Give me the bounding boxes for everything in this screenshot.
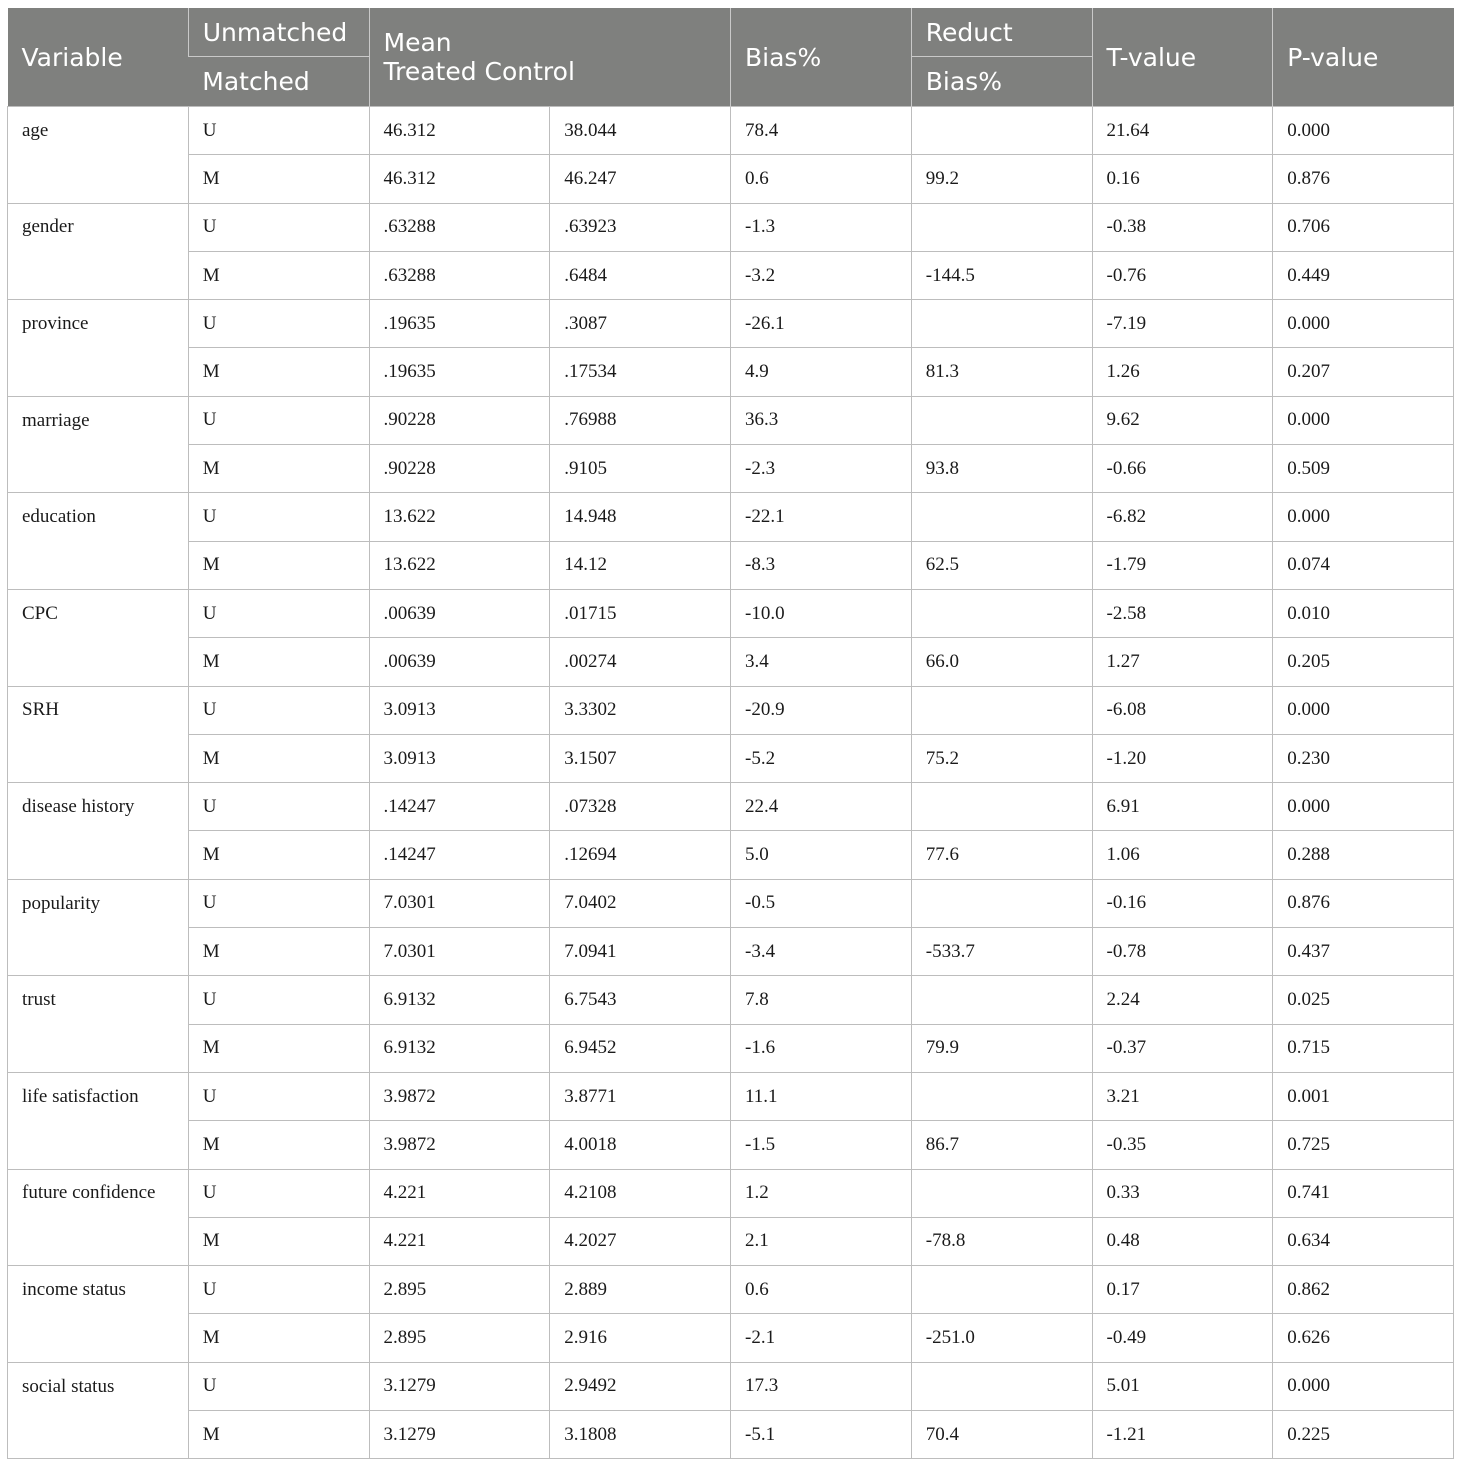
p-value-cell: 0.741 — [1273, 1169, 1454, 1217]
treated-cell: 2.895 — [369, 1266, 550, 1314]
variable-cell — [8, 1411, 189, 1459]
header-unmatched: Unmatched — [188, 8, 369, 57]
bias-cell: 7.8 — [731, 976, 912, 1024]
treated-cell: .19635 — [369, 300, 550, 348]
variable-cell — [8, 638, 189, 686]
table-row — [8, 493, 1454, 541]
treated-cell: .63288 — [369, 251, 550, 299]
variable-cell — [8, 541, 189, 589]
bias-cell: -0.5 — [731, 879, 912, 927]
t-value-cell: -0.49 — [1092, 1314, 1273, 1362]
table-row — [8, 1411, 1454, 1459]
p-value-cell: 0.025 — [1273, 976, 1454, 1024]
flag-cell: M — [188, 1024, 369, 1072]
t-value-cell: 0.33 — [1092, 1169, 1273, 1217]
flag-cell: U — [188, 976, 369, 1024]
control-cell: 46.247 — [550, 155, 731, 203]
flag-cell: M — [188, 831, 369, 879]
reduct-bias-cell: 75.2 — [911, 734, 1092, 782]
reduct-bias-cell — [911, 300, 1092, 348]
treated-cell: .00639 — [369, 638, 550, 686]
table-row — [8, 1266, 1454, 1314]
variable-cell: popularity — [8, 879, 189, 927]
flag-cell: U — [188, 1266, 369, 1314]
table-row — [8, 155, 1454, 203]
table-row — [8, 1362, 1454, 1410]
header-reduct: Reduct — [911, 8, 1092, 57]
reduct-bias-cell — [911, 1362, 1092, 1410]
p-value-cell: 0.001 — [1273, 1072, 1454, 1120]
table-row — [8, 1217, 1454, 1265]
bias-cell: -22.1 — [731, 493, 912, 541]
reduct-bias-cell: 79.9 — [911, 1024, 1092, 1072]
t-value-cell: -1.79 — [1092, 541, 1273, 589]
reduct-bias-cell: -144.5 — [911, 251, 1092, 299]
p-value-cell: 0.862 — [1273, 1266, 1454, 1314]
table-row — [8, 1314, 1454, 1362]
control-cell: .07328 — [550, 783, 731, 831]
variable-cell — [8, 928, 189, 976]
t-value-cell: 6.91 — [1092, 783, 1273, 831]
t-value-cell: -0.16 — [1092, 879, 1273, 927]
reduct-bias-cell — [911, 976, 1092, 1024]
header-matched: Matched — [188, 57, 369, 107]
table-row — [8, 348, 1454, 396]
p-value-cell: 0.207 — [1273, 348, 1454, 396]
variable-cell — [8, 348, 189, 396]
flag-cell: M — [188, 541, 369, 589]
p-value-cell: 0.000 — [1273, 686, 1454, 734]
treated-cell: .90228 — [369, 445, 550, 493]
control-cell: .00274 — [550, 638, 731, 686]
p-value-cell: 0.000 — [1273, 396, 1454, 444]
control-cell: 7.0941 — [550, 928, 731, 976]
treated-cell: 46.312 — [369, 107, 550, 155]
treated-cell: 3.1279 — [369, 1362, 550, 1410]
treated-cell: 4.221 — [369, 1217, 550, 1265]
p-value-cell: 0.437 — [1273, 928, 1454, 976]
table-row — [8, 976, 1454, 1024]
treated-cell: .63288 — [369, 203, 550, 251]
reduct-bias-cell: 66.0 — [911, 638, 1092, 686]
treated-cell: .90228 — [369, 396, 550, 444]
variable-cell: CPC — [8, 589, 189, 637]
treated-cell: 4.221 — [369, 1169, 550, 1217]
table-row — [8, 783, 1454, 831]
reduct-bias-cell: 70.4 — [911, 1411, 1092, 1459]
reduct-bias-cell — [911, 396, 1092, 444]
control-cell: 3.1808 — [550, 1411, 731, 1459]
flag-cell: U — [188, 686, 369, 734]
treated-cell: .14247 — [369, 831, 550, 879]
t-value-cell: -6.08 — [1092, 686, 1273, 734]
reduct-bias-cell: 62.5 — [911, 541, 1092, 589]
table-row — [8, 107, 1454, 155]
bias-cell: 2.1 — [731, 1217, 912, 1265]
reduct-bias-cell: -251.0 — [911, 1314, 1092, 1362]
header-reduct-bias: Bias% — [911, 57, 1092, 107]
p-value-cell: 0.000 — [1273, 493, 1454, 541]
reduct-bias-cell — [911, 783, 1092, 831]
reduct-bias-cell — [911, 1169, 1092, 1217]
table-row — [8, 1121, 1454, 1169]
table-row — [8, 589, 1454, 637]
t-value-cell: -0.35 — [1092, 1121, 1273, 1169]
table-row — [8, 1024, 1454, 1072]
variable-cell: social status — [8, 1362, 189, 1410]
flag-cell: U — [188, 300, 369, 348]
p-value-cell: 0.626 — [1273, 1314, 1454, 1362]
t-value-cell: 0.16 — [1092, 155, 1273, 203]
bias-cell: -20.9 — [731, 686, 912, 734]
treated-cell: .19635 — [369, 348, 550, 396]
control-cell: 2.9492 — [550, 1362, 731, 1410]
t-value-cell: -1.20 — [1092, 734, 1273, 782]
t-value-cell: -0.76 — [1092, 251, 1273, 299]
variable-cell — [8, 1024, 189, 1072]
variable-cell — [8, 1217, 189, 1265]
t-value-cell: -7.19 — [1092, 300, 1273, 348]
treated-cell: 3.0913 — [369, 686, 550, 734]
header-mean-label: Mean — [383, 28, 452, 57]
variable-cell — [8, 1314, 189, 1362]
control-cell: .01715 — [550, 589, 731, 637]
variable-cell: trust — [8, 976, 189, 1024]
reduct-bias-cell: -533.7 — [911, 928, 1092, 976]
bias-cell: 3.4 — [731, 638, 912, 686]
variable-cell — [8, 734, 189, 782]
flag-cell: U — [188, 783, 369, 831]
variable-cell — [8, 445, 189, 493]
p-value-cell: 0.725 — [1273, 1121, 1454, 1169]
flag-cell: U — [188, 589, 369, 637]
variable-cell: SRH — [8, 686, 189, 734]
balance-table — [7, 8, 1454, 1459]
bias-cell: -3.2 — [731, 251, 912, 299]
flag-cell: U — [188, 396, 369, 444]
control-cell: 3.1507 — [550, 734, 731, 782]
table-row — [8, 686, 1454, 734]
variable-cell: life satisfaction — [8, 1072, 189, 1120]
table-body — [8, 107, 1454, 1459]
table-row — [8, 396, 1454, 444]
treated-cell: 46.312 — [369, 155, 550, 203]
flag-cell: M — [188, 638, 369, 686]
flag-cell: M — [188, 155, 369, 203]
bias-cell: -3.4 — [731, 928, 912, 976]
table-row — [8, 251, 1454, 299]
bias-cell: 4.9 — [731, 348, 912, 396]
bias-cell: -2.3 — [731, 445, 912, 493]
treated-cell: .14247 — [369, 783, 550, 831]
control-cell: 7.0402 — [550, 879, 731, 927]
bias-cell: 0.6 — [731, 155, 912, 203]
p-value-cell: 0.000 — [1273, 1362, 1454, 1410]
reduct-bias-cell — [911, 1266, 1092, 1314]
control-cell: 2.916 — [550, 1314, 731, 1362]
header-mean — [369, 8, 731, 107]
reduct-bias-cell: 77.6 — [911, 831, 1092, 879]
reduct-bias-cell — [911, 203, 1092, 251]
variable-cell: income status — [8, 1266, 189, 1314]
flag-cell: M — [188, 1314, 369, 1362]
bias-cell: -10.0 — [731, 589, 912, 637]
control-cell: .76988 — [550, 396, 731, 444]
t-value-cell: -6.82 — [1092, 493, 1273, 541]
reduct-bias-cell — [911, 1072, 1092, 1120]
bias-cell: -8.3 — [731, 541, 912, 589]
variable-cell: future confidence — [8, 1169, 189, 1217]
p-value-cell: 0.715 — [1273, 1024, 1454, 1072]
table-row — [8, 734, 1454, 782]
control-cell: 38.044 — [550, 107, 731, 155]
table-row — [8, 300, 1454, 348]
t-value-cell: 3.21 — [1092, 1072, 1273, 1120]
variable-cell — [8, 831, 189, 879]
bias-cell: 36.3 — [731, 396, 912, 444]
control-cell: 14.12 — [550, 541, 731, 589]
reduct-bias-cell — [911, 589, 1092, 637]
flag-cell: M — [188, 928, 369, 976]
treated-cell: 13.622 — [369, 541, 550, 589]
bias-cell: -1.6 — [731, 1024, 912, 1072]
t-value-cell: 21.64 — [1092, 107, 1273, 155]
flag-cell: M — [188, 251, 369, 299]
control-cell: .17534 — [550, 348, 731, 396]
flag-cell: U — [188, 493, 369, 541]
table-row — [8, 879, 1454, 927]
control-cell: 4.0018 — [550, 1121, 731, 1169]
control-cell: .9105 — [550, 445, 731, 493]
t-value-cell: -2.58 — [1092, 589, 1273, 637]
treated-cell: 3.0913 — [369, 734, 550, 782]
table-row — [8, 445, 1454, 493]
table-row — [8, 1169, 1454, 1217]
control-cell: .12694 — [550, 831, 731, 879]
bias-cell: 0.6 — [731, 1266, 912, 1314]
t-value-cell: 5.01 — [1092, 1362, 1273, 1410]
bias-cell: 78.4 — [731, 107, 912, 155]
treated-cell: 2.895 — [369, 1314, 550, 1362]
flag-cell: U — [188, 203, 369, 251]
p-value-cell: 0.225 — [1273, 1411, 1454, 1459]
treated-cell: 13.622 — [369, 493, 550, 541]
t-value-cell: -0.37 — [1092, 1024, 1273, 1072]
treated-cell: 7.0301 — [369, 879, 550, 927]
t-value-cell: -0.38 — [1092, 203, 1273, 251]
t-value-cell: 0.48 — [1092, 1217, 1273, 1265]
variable-cell: disease history — [8, 783, 189, 831]
flag-cell: M — [188, 348, 369, 396]
header-treated-control: Treated Control — [383, 57, 575, 86]
flag-cell: M — [188, 1217, 369, 1265]
header-t-value: T-value — [1092, 8, 1273, 107]
treated-cell: 6.9132 — [369, 976, 550, 1024]
header-bias: Bias% — [731, 8, 912, 107]
reduct-bias-cell — [911, 107, 1092, 155]
bias-cell: 17.3 — [731, 1362, 912, 1410]
bias-cell: -1.3 — [731, 203, 912, 251]
bias-cell: -26.1 — [731, 300, 912, 348]
bias-cell: -5.2 — [731, 734, 912, 782]
variable-cell: age — [8, 107, 189, 155]
p-value-cell: 0.706 — [1273, 203, 1454, 251]
bias-cell: 5.0 — [731, 831, 912, 879]
control-cell: .3087 — [550, 300, 731, 348]
control-cell: 3.8771 — [550, 1072, 731, 1120]
flag-cell: U — [188, 1362, 369, 1410]
t-value-cell: -0.66 — [1092, 445, 1273, 493]
reduct-bias-cell: 99.2 — [911, 155, 1092, 203]
variable-cell: education — [8, 493, 189, 541]
flag-cell: U — [188, 1072, 369, 1120]
bias-cell: -2.1 — [731, 1314, 912, 1362]
reduct-bias-cell: -78.8 — [911, 1217, 1092, 1265]
variable-cell — [8, 155, 189, 203]
table-row — [8, 831, 1454, 879]
p-value-cell: 0.000 — [1273, 107, 1454, 155]
t-value-cell: 2.24 — [1092, 976, 1273, 1024]
bias-cell: 22.4 — [731, 783, 912, 831]
treated-cell: 7.0301 — [369, 928, 550, 976]
balance-table-container — [7, 8, 1453, 1459]
control-cell: .6484 — [550, 251, 731, 299]
t-value-cell: 1.27 — [1092, 638, 1273, 686]
reduct-bias-cell: 86.7 — [911, 1121, 1092, 1169]
reduct-bias-cell — [911, 493, 1092, 541]
treated-cell: 3.9872 — [369, 1121, 550, 1169]
header-p-value: P-value — [1273, 8, 1454, 107]
control-cell: 2.889 — [550, 1266, 731, 1314]
bias-cell: -1.5 — [731, 1121, 912, 1169]
p-value-cell: 0.876 — [1273, 155, 1454, 203]
p-value-cell: 0.205 — [1273, 638, 1454, 686]
t-value-cell: -1.21 — [1092, 1411, 1273, 1459]
table-row — [8, 928, 1454, 976]
table-row — [8, 1072, 1454, 1120]
control-cell: 4.2108 — [550, 1169, 731, 1217]
table-row — [8, 541, 1454, 589]
t-value-cell: 1.26 — [1092, 348, 1273, 396]
flag-cell: M — [188, 1121, 369, 1169]
control-cell: 14.948 — [550, 493, 731, 541]
p-value-cell: 0.074 — [1273, 541, 1454, 589]
treated-cell: 6.9132 — [369, 1024, 550, 1072]
table-row — [8, 203, 1454, 251]
t-value-cell: 0.17 — [1092, 1266, 1273, 1314]
variable-cell — [8, 1121, 189, 1169]
flag-cell: U — [188, 107, 369, 155]
bias-cell: 11.1 — [731, 1072, 912, 1120]
p-value-cell: 0.509 — [1273, 445, 1454, 493]
p-value-cell: 0.010 — [1273, 589, 1454, 637]
p-value-cell: 0.288 — [1273, 831, 1454, 879]
p-value-cell: 0.000 — [1273, 783, 1454, 831]
bias-cell: -5.1 — [731, 1411, 912, 1459]
variable-cell: province — [8, 300, 189, 348]
control-cell: 3.3302 — [550, 686, 731, 734]
flag-cell: M — [188, 1411, 369, 1459]
variable-cell: gender — [8, 203, 189, 251]
reduct-bias-cell — [911, 879, 1092, 927]
t-value-cell: 9.62 — [1092, 396, 1273, 444]
control-cell: 6.9452 — [550, 1024, 731, 1072]
p-value-cell: 0.000 — [1273, 300, 1454, 348]
flag-cell: U — [188, 1169, 369, 1217]
flag-cell: M — [188, 734, 369, 782]
table-header — [8, 8, 1454, 107]
p-value-cell: 0.449 — [1273, 251, 1454, 299]
t-value-cell: 1.06 — [1092, 831, 1273, 879]
control-cell: .63923 — [550, 203, 731, 251]
reduct-bias-cell: 81.3 — [911, 348, 1092, 396]
flag-cell: U — [188, 879, 369, 927]
p-value-cell: 0.634 — [1273, 1217, 1454, 1265]
reduct-bias-cell — [911, 686, 1092, 734]
treated-cell: 3.1279 — [369, 1411, 550, 1459]
reduct-bias-cell: 93.8 — [911, 445, 1092, 493]
t-value-cell: -0.78 — [1092, 928, 1273, 976]
p-value-cell: 0.230 — [1273, 734, 1454, 782]
bias-cell: 1.2 — [731, 1169, 912, 1217]
treated-cell: 3.9872 — [369, 1072, 550, 1120]
table-row — [8, 638, 1454, 686]
treated-cell: .00639 — [369, 589, 550, 637]
flag-cell: M — [188, 445, 369, 493]
header-variable: Variable — [8, 8, 189, 107]
control-cell: 4.2027 — [550, 1217, 731, 1265]
variable-cell — [8, 251, 189, 299]
variable-cell: marriage — [8, 396, 189, 444]
p-value-cell: 0.876 — [1273, 879, 1454, 927]
control-cell: 6.7543 — [550, 976, 731, 1024]
